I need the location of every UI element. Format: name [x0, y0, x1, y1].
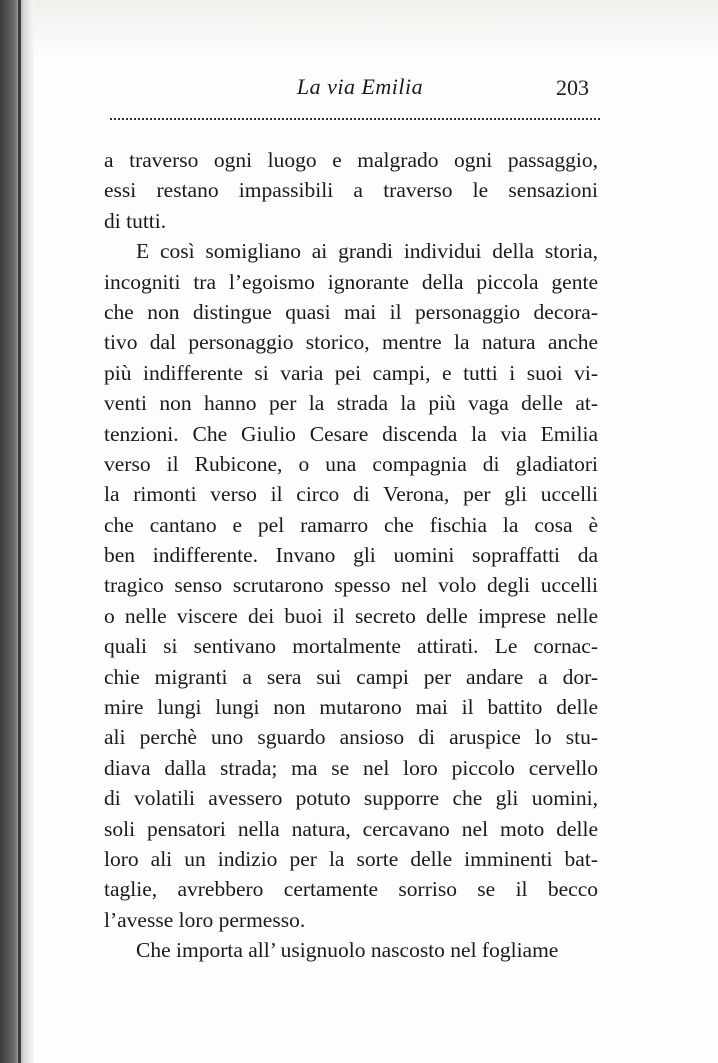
text-line: chie migranti a sera sui campi per andare a dor-	[104, 664, 598, 689]
text-line: essi restano impassibili a traverso le sensazioni	[104, 178, 598, 203]
text-line: quali si sentivano mortalmente attirati. Le cornac-	[104, 634, 598, 659]
text-line: più indifferente si varia pei campi, e tutti i suoi vi-	[104, 360, 598, 385]
text-line: a traverso ogni luogo e malgrado ogni passaggio,	[104, 148, 598, 172]
text-line: l’avesse loro permesso.	[104, 907, 306, 932]
text-line: diava dalla strada; ma se nel loro piccolo cervello	[104, 755, 598, 780]
text-line: ben indifferente. Invano gli uomini sopraffatti da	[104, 543, 598, 568]
text-line: che non distingue quasi mai il personaggio decora-	[104, 299, 598, 324]
text-line: tragico senso scrutarono spesso nel volo degli uccelli	[104, 573, 598, 598]
binding-shadow-line	[18, 0, 21, 1063]
text-line: Che importa all’ usignuolo nascosto nel fogliame	[136, 938, 559, 963]
header-dotted-rule	[110, 118, 600, 120]
text-line: verso il Rubicone, o una compagnia di gladiatori	[104, 451, 598, 476]
text-line: taglie, avrebbero certamente sorriso se il becco	[104, 877, 598, 902]
text-line: E così somigliano ai grandi individui della storia,	[136, 239, 598, 264]
running-title: La via Emilia	[296, 74, 424, 99]
text-line: la rimonti verso il circo di Verona, per gli uccelli	[104, 482, 598, 507]
text-line: ali perchè uno sguardo ansioso di aruspice lo stu-	[104, 725, 598, 750]
text-line: di tutti.	[104, 208, 167, 233]
text-line: incogniti tra l’egoismo ignorante della piccola gente	[104, 269, 598, 294]
page-top-shade	[34, 0, 718, 55]
text-line: tenzioni. Che Giulio Cesare discenda la via Emilia	[104, 421, 598, 446]
text-line: venti non hanno per la strada la più vaga delle at-	[104, 391, 598, 416]
page-number: 203	[556, 75, 589, 100]
text-line: mire lungi lungi non mutarono mai il battito delle	[104, 695, 598, 720]
text-line: che cantano e pel ramarro che fischia la cosa è	[104, 512, 598, 537]
page-binding-edge	[0, 0, 34, 1063]
text-line: di volatili avessero potuto supporre che gli uomini,	[104, 786, 598, 811]
text-line: tivo dal personaggio storico, mentre la natura anche	[104, 330, 598, 355]
text-line: soli pensatori nella natura, cercavano nel moto delle	[104, 816, 598, 841]
text-line: o nelle viscere dei buoi il secreto delle imprese nelle	[104, 603, 598, 628]
text-line: loro ali un indizio per la sorte delle imminenti bat-	[104, 846, 598, 871]
body-text	[104, 145, 598, 966]
